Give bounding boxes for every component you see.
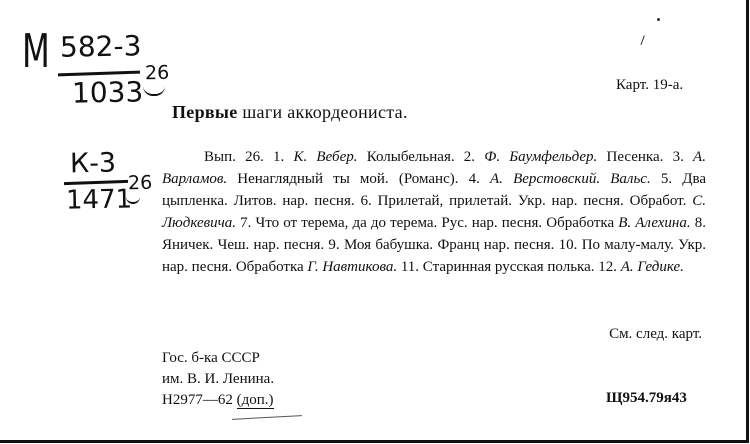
body-text-8: 11. Старинная русская полька. 12. — [397, 259, 621, 275]
author-alekhin: В. Алехина. — [618, 215, 691, 231]
handwritten-top-numerator: 582-3 — [59, 29, 142, 64]
library-line-1: Гос. б-ка СССР — [162, 350, 260, 366]
handwritten-mid-sup: 26 — [127, 171, 153, 195]
card-number: Карт. 19-а. — [616, 77, 684, 93]
handwritten-top-denominator: 1033 — [71, 75, 144, 110]
contents-text — [162, 146, 706, 278]
author-baumfelder: Ф. Баумфельдер. — [484, 149, 598, 165]
body-text-3: Песенка. 3. — [597, 149, 694, 165]
author-navtikov: Г. Навтикова. — [307, 259, 398, 275]
author-varlamov: А. Варламов. — [162, 149, 706, 187]
author-verstovsky: А. Верстовский. Вальс. — [490, 171, 651, 187]
pencil-mark — [640, 35, 649, 46]
pencil-dot — [657, 18, 660, 21]
accession-suffix: (доп.) — [236, 392, 274, 408]
handwritten-mid-denominator: 1471 — [65, 184, 133, 216]
library-line-2: им. В. И. Ленина. — [162, 371, 275, 387]
body-text-2: Колыбельная. 2. — [357, 149, 485, 165]
handwritten-tilde-top — [143, 86, 165, 96]
see-next-card: См. след. карт. — [609, 326, 702, 342]
library-stamp — [162, 348, 274, 411]
body-text-7: 8. Яничек. Чеш. нар. песня. 9. Моя бабушка. Франц нар. песня. 10. По малу-малу. Укр. нар. песня. Обработка — [162, 215, 706, 275]
library-line-3 — [162, 390, 274, 411]
handwritten-mid-numerator: К-3 — [69, 147, 117, 180]
handwritten-top-sup: 26 — [144, 61, 170, 85]
body-text-4: Ненаглядный ты мой. (Романс). 4. — [227, 171, 491, 187]
handwritten-tilde-mid — [126, 195, 140, 204]
accession-number: Н2977—62 — [162, 392, 237, 408]
body-text-5: 5. Два цыпленка. Литов. нар. песня. 6. Прилетай, прилетай. Укр. нар. песня. Обработ. — [162, 171, 707, 209]
shelf-mark: Щ954.79я43 — [606, 390, 687, 406]
pencil-underline — [232, 414, 302, 420]
handwritten-letter-m: М — [22, 24, 50, 78]
title-bold-word: Первые — [172, 102, 238, 122]
body-text-6: 7. Что от терема, да до терема. Рус. нар. песня. Обработка — [236, 215, 619, 231]
author-weber: К. Вебер. — [293, 149, 358, 165]
author-gedike: А. Гедике. — [620, 259, 684, 275]
contents-paragraph — [162, 146, 706, 278]
body-text-1: Вып. 26. 1. — [204, 149, 294, 165]
title — [172, 102, 408, 123]
title-rest: шаги аккордеониста. — [237, 102, 408, 122]
author-lyudkevich: С. Людкевича. — [162, 193, 706, 231]
